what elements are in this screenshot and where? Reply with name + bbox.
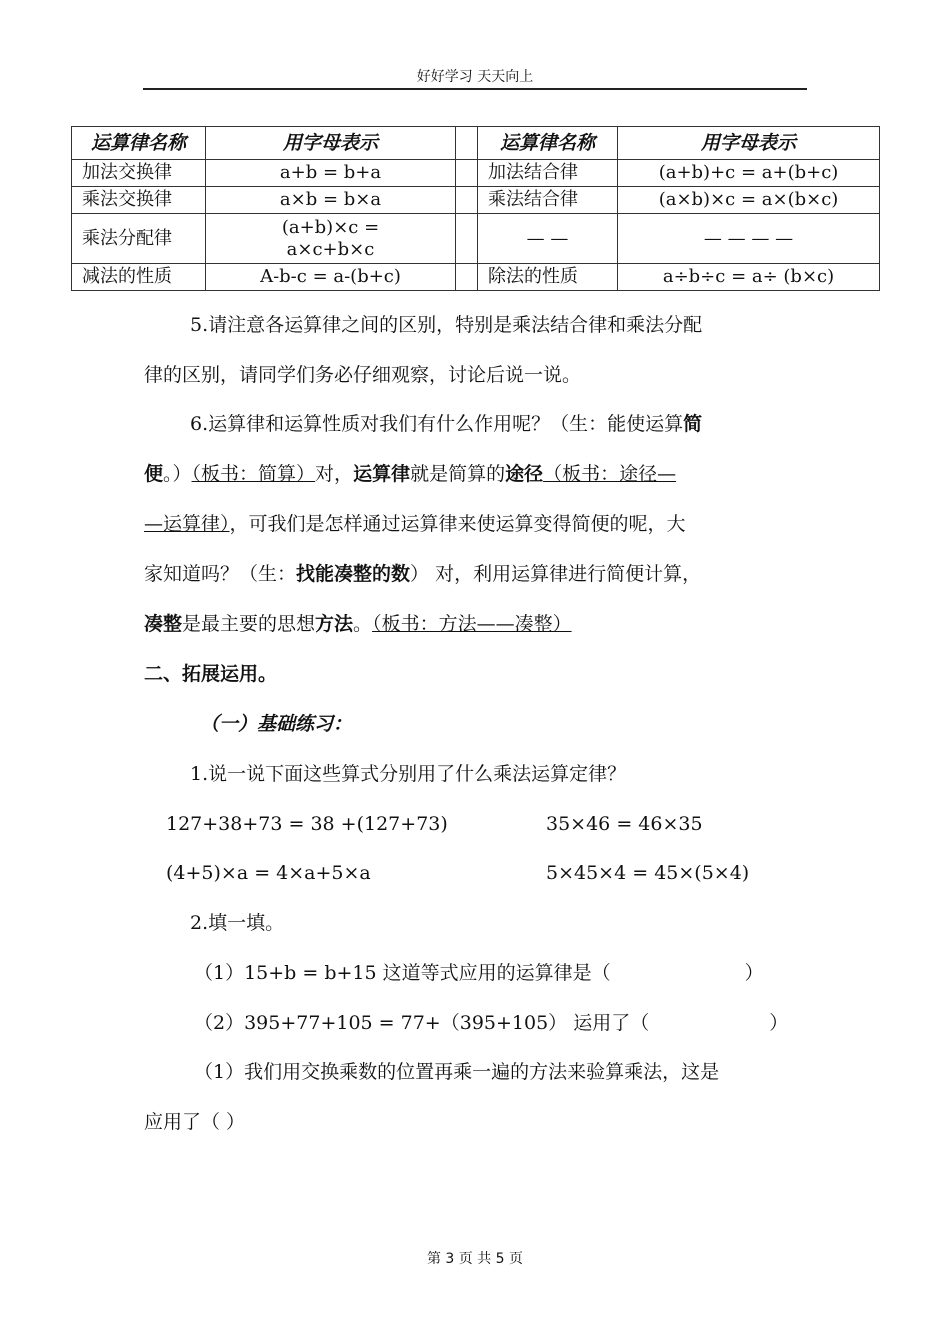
law-formula-empty: — — — — [618,214,880,264]
bold-span: 便 [144,463,164,485]
table-row [72,214,880,264]
para5-line2: 律的区别，请同学们务必仔细观察，讨论后说一说。 [144,364,582,386]
text-span: 6.运算律和运算性质对我们有什么作用呢？（生：能使运算 [190,413,684,435]
law-formula: a×b = b×a [206,187,456,214]
q2-item [144,960,858,986]
para6-line2 [144,461,808,487]
law-name: 减法的性质 [72,264,206,291]
section2-title: 二、拓展运用。 [144,663,278,685]
q2-item-cont: 应用了（ ） [144,1111,246,1133]
bold-span: 途径 [505,463,544,485]
law-formula: (a×b)×c = a×(b×c) [618,187,880,214]
laws-table [71,126,880,291]
table-gap [456,160,478,187]
page-footer: 第 3 页 共 5 页 [426,1251,524,1267]
text-span: （2）395+77+105 = 77+（395+105） 运用了（ [194,1012,650,1034]
law-name: 加法结合律 [478,160,618,187]
bold-span: 方法 [315,613,354,635]
table-row [72,187,880,214]
table-gap [456,214,478,264]
text-span: ） 对，利用运算律进行简便计算， [410,563,702,585]
para5-line1: 5.请注意各运算律之间的区别，特别是乘法结合律和乘法分配 [190,314,703,336]
law-formula: a+b = b+a [206,160,456,187]
law-name: 乘法结合律 [478,187,618,214]
q2-text: 2.填一填。 [190,912,285,934]
q2-item [144,1010,858,1036]
formula-line: a×c+b×c [286,238,375,260]
table-gap [456,187,478,214]
text-span: 就是简算的 [410,463,506,485]
text-span: ，可我们是怎样通过运算律来使运算变得简便的呢，大 [229,513,686,535]
law-formula: A-b-c = a-(b+c) [206,264,456,291]
q1-expr: (4+5)×a = 4×a+5×a [166,862,371,884]
table-gap [456,127,478,160]
bold-span: 运算律 [353,463,411,485]
q1-text: 1.说一说下面这些算式分别用了什么乘法运算定律？ [190,763,627,785]
bold-span: 简 [683,413,703,435]
q1-expr: 5×45×4 = 45×(5×4) [546,862,750,884]
table-header: 运算律名称 [478,127,618,160]
table-header-row [72,127,880,160]
para6-line5 [144,611,808,637]
q1-expr: 127+38+73 = 38 +(127+73) [166,813,448,835]
table-header: 用字母表示 [206,127,456,160]
text-span: （1）15+b = b+15 这道等式应用的运算律是（ [194,962,611,984]
bold-span: 凑整 [144,613,183,635]
text-span: ） [744,962,764,984]
para6-line3 [144,511,808,537]
law-formula [206,214,456,264]
para6-line4 [144,561,808,587]
table-header: 用字母表示 [618,127,880,160]
board-note: —运算律） [144,513,230,535]
board-note: （板书：途径— [543,463,677,485]
law-formula: (a+b)+c = a+(b+c) [618,160,880,187]
formula-line: (a+b)×c = [281,216,380,238]
text-span: 。 [353,613,373,635]
q2-item: （1）我们用交换乘数的位置再乘一遍的方法来验算乘法，这是 [194,1061,720,1083]
board-note: （板书：方法——凑整） [372,613,572,635]
board-note: （板书：简算） [191,463,316,485]
header-rule [143,88,807,90]
q1-expr: 35×46 = 46×35 [546,813,703,835]
text-span: ） [769,1012,789,1034]
law-formula: a÷b÷c = a÷ (b×c) [618,264,880,291]
table-row [72,160,880,187]
section2-subtitle: （一）基础练习： [200,713,353,735]
law-name: 除法的性质 [478,264,618,291]
text-span: 是最主要的思想 [182,613,316,635]
text-span: 。） [163,463,192,485]
law-name-empty: — — [478,214,618,264]
text-span: 对， [315,463,354,485]
law-name: 乘法分配律 [72,214,206,264]
table-row [72,264,880,291]
page-header: 好好学习 天天向上 [416,69,534,85]
law-name: 加法交换律 [72,160,206,187]
text-span: 家知道吗？（生： [144,563,297,585]
bold-span: 找能凑整的数 [296,563,411,585]
table-header: 运算律名称 [72,127,206,160]
law-name: 乘法交换律 [72,187,206,214]
table-gap [456,264,478,291]
para6-line1 [144,411,854,437]
